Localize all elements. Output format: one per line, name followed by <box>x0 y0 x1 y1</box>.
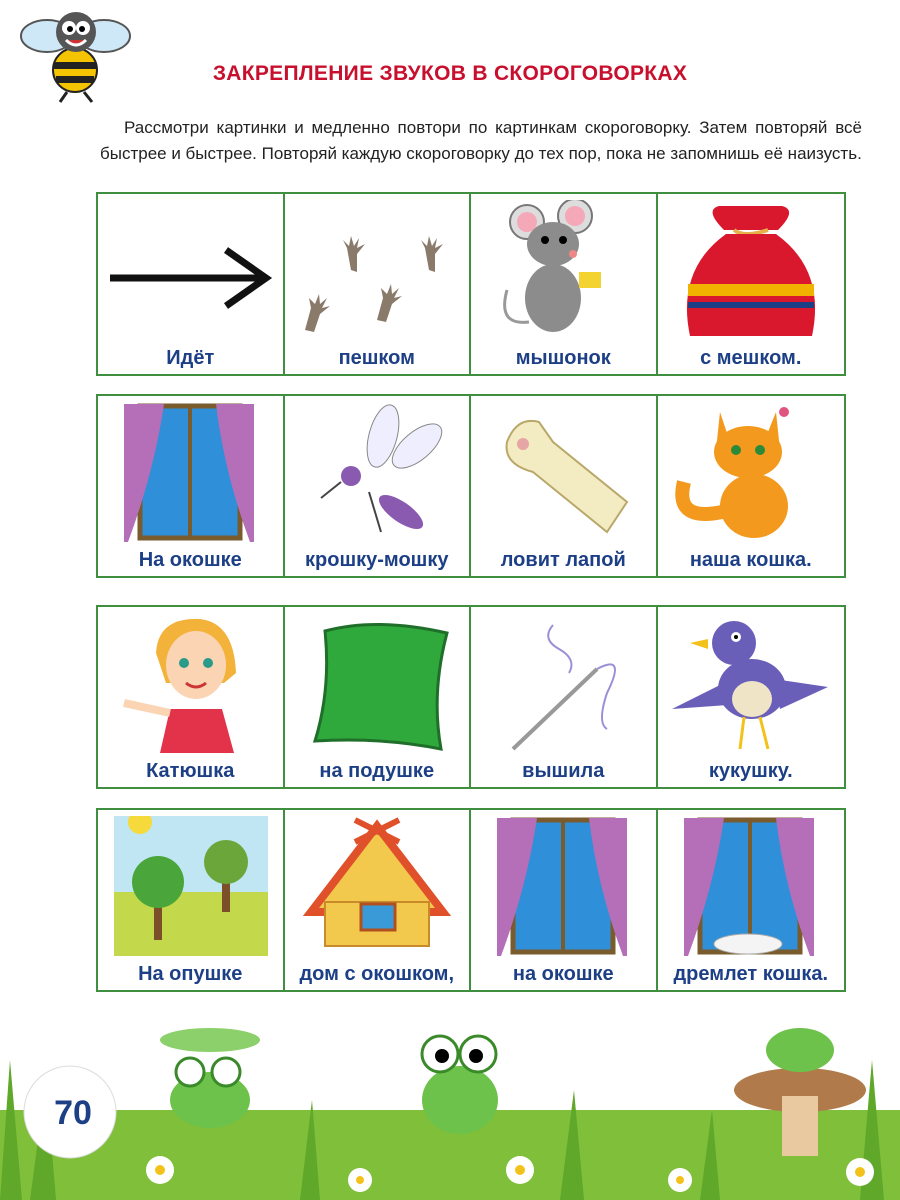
card-caption: с мешком. <box>700 347 802 369</box>
picture-card <box>471 607 658 787</box>
paw-icon <box>477 402 651 542</box>
picture-card <box>98 810 285 990</box>
picture-card <box>285 194 472 374</box>
card-caption: наша кошка. <box>689 549 812 571</box>
house-icon <box>291 816 465 956</box>
page-number: 70 <box>54 1094 92 1132</box>
window-cat-icon <box>664 816 838 956</box>
page-title: ЗАКРЕПЛЕНИЕ ЗВУКОВ В СКОРОГОВОРКАХ <box>212 62 688 85</box>
picture-card <box>471 396 658 576</box>
picture-card <box>285 810 472 990</box>
picture-card <box>658 194 845 374</box>
picture-card <box>658 810 845 990</box>
meadow-illustration <box>0 1000 900 1200</box>
instructions-text: Рассмотри картинки и медленно повтори по картинкам скороговорку. Затем повторяй всё быстрее и быстрее. Повторяй каждую скороговорку до тех пор, пока не запомнишь её наизусть. <box>100 118 862 163</box>
card-caption: Катюшка <box>146 760 235 782</box>
mosquito-icon <box>291 402 465 542</box>
pillow-icon <box>291 613 465 753</box>
cat-icon <box>664 402 838 542</box>
picture-card <box>98 396 285 576</box>
card-caption: мышонок <box>515 347 611 369</box>
picture-card <box>285 607 472 787</box>
sack-icon <box>664 200 838 340</box>
picture-card <box>98 607 285 787</box>
picture-card <box>471 194 658 374</box>
card-caption: дремлет кошка. <box>673 963 829 985</box>
footprints-icon <box>291 200 465 340</box>
cuckoo-icon <box>664 613 838 753</box>
bee-mascot-icon <box>12 4 132 104</box>
card-caption: На опушке <box>138 963 243 985</box>
picture-card <box>471 810 658 990</box>
card-caption: На окошке <box>138 549 242 571</box>
needle-icon <box>477 613 651 753</box>
tongue-twister-row-2 <box>96 394 846 578</box>
tongue-twister-row-4 <box>96 808 846 992</box>
card-caption: вышила <box>522 760 605 782</box>
card-caption: кукушку. <box>708 760 793 782</box>
card-caption: на подушке <box>319 760 435 782</box>
card-caption: крошку-мошку <box>305 549 449 571</box>
forest-edge-icon <box>104 816 278 956</box>
card-caption: дом с окошком, <box>299 963 455 985</box>
picture-card <box>98 194 285 374</box>
card-caption: пешком <box>338 347 415 369</box>
picture-card <box>658 396 845 576</box>
card-caption: на окошке <box>512 963 614 985</box>
window-icon <box>104 402 278 542</box>
card-caption: Идёт <box>166 347 215 369</box>
tongue-twister-row-1 <box>96 192 846 376</box>
girl-icon <box>104 613 278 753</box>
picture-card <box>285 396 472 576</box>
window-icon <box>477 816 651 956</box>
picture-card <box>658 607 845 787</box>
arrow-icon <box>104 200 278 340</box>
card-caption: ловит лапой <box>500 549 626 571</box>
tongue-twister-row-3 <box>96 605 846 789</box>
mouse-icon <box>477 200 651 340</box>
